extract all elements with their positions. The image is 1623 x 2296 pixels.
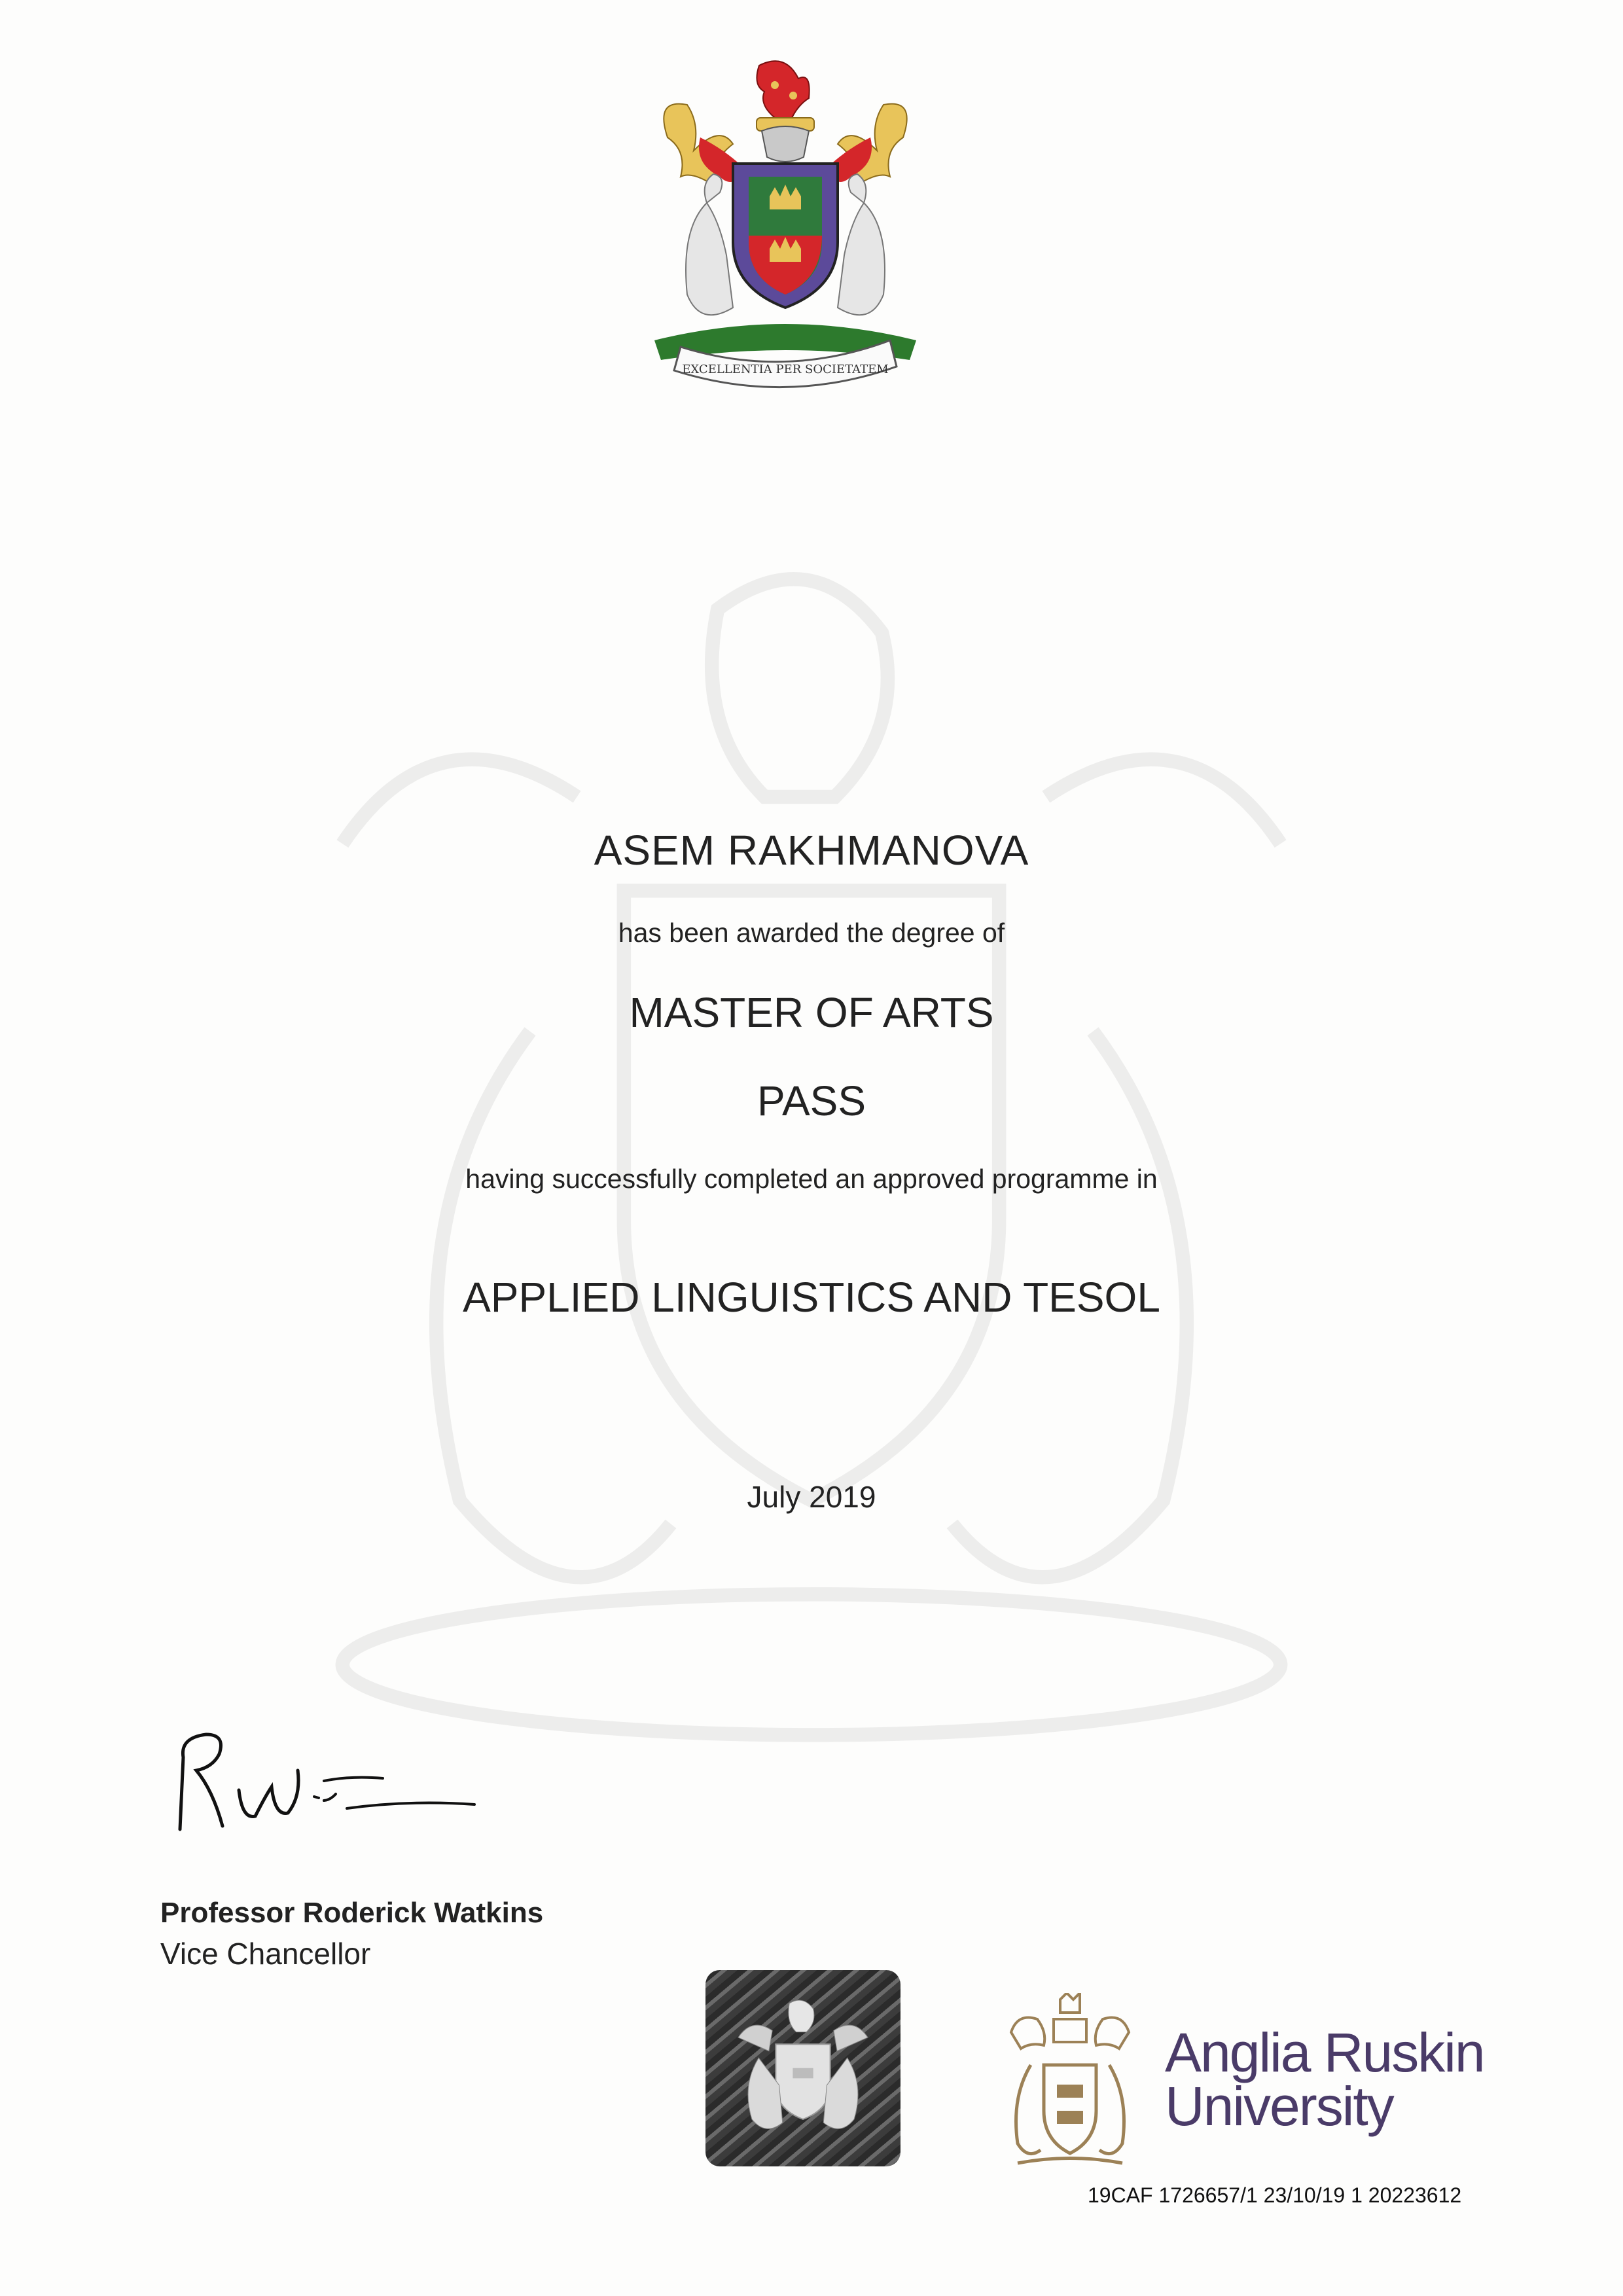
programme-title: APPLIED LINGUISTICS AND TESOL bbox=[463, 1274, 1160, 1321]
degree-classification: PASS bbox=[757, 1077, 866, 1124]
programme-intro: having successfully completed an approved programme in bbox=[465, 1164, 1158, 1194]
university-name-line1: Anglia Ruskin bbox=[1165, 2022, 1484, 2083]
signatory-name: Professor Roderick Watkins bbox=[160, 1897, 544, 1929]
university-name-line2: University bbox=[1165, 2075, 1393, 2137]
university-logo-crest bbox=[998, 1993, 1142, 2173]
certificate-serial: 19CAF 1726657/1 23/10/19 1 20223612 bbox=[1088, 2183, 1462, 2207]
degree-title: MASTER OF ARTS bbox=[629, 989, 994, 1036]
recipient-name: ASEM RAKHMANOVA bbox=[594, 827, 1029, 874]
security-hologram bbox=[705, 1970, 901, 2166]
hologram-crest bbox=[721, 1990, 885, 2153]
award-date: July 2019 bbox=[747, 1480, 876, 1514]
svg-text:EXCELLENTIA PER SOCIETATEM: EXCELLENTIA PER SOCIETATEM bbox=[682, 363, 889, 376]
signatory-role: Vice Chancellor bbox=[160, 1937, 371, 1971]
university-wordmark bbox=[1165, 2022, 1484, 2137]
university-crest bbox=[628, 46, 942, 439]
award-intro: has been awarded the degree of bbox=[618, 918, 1005, 948]
watermark-crest bbox=[249, 511, 1374, 1787]
handwritten-signature bbox=[167, 1718, 481, 1833]
